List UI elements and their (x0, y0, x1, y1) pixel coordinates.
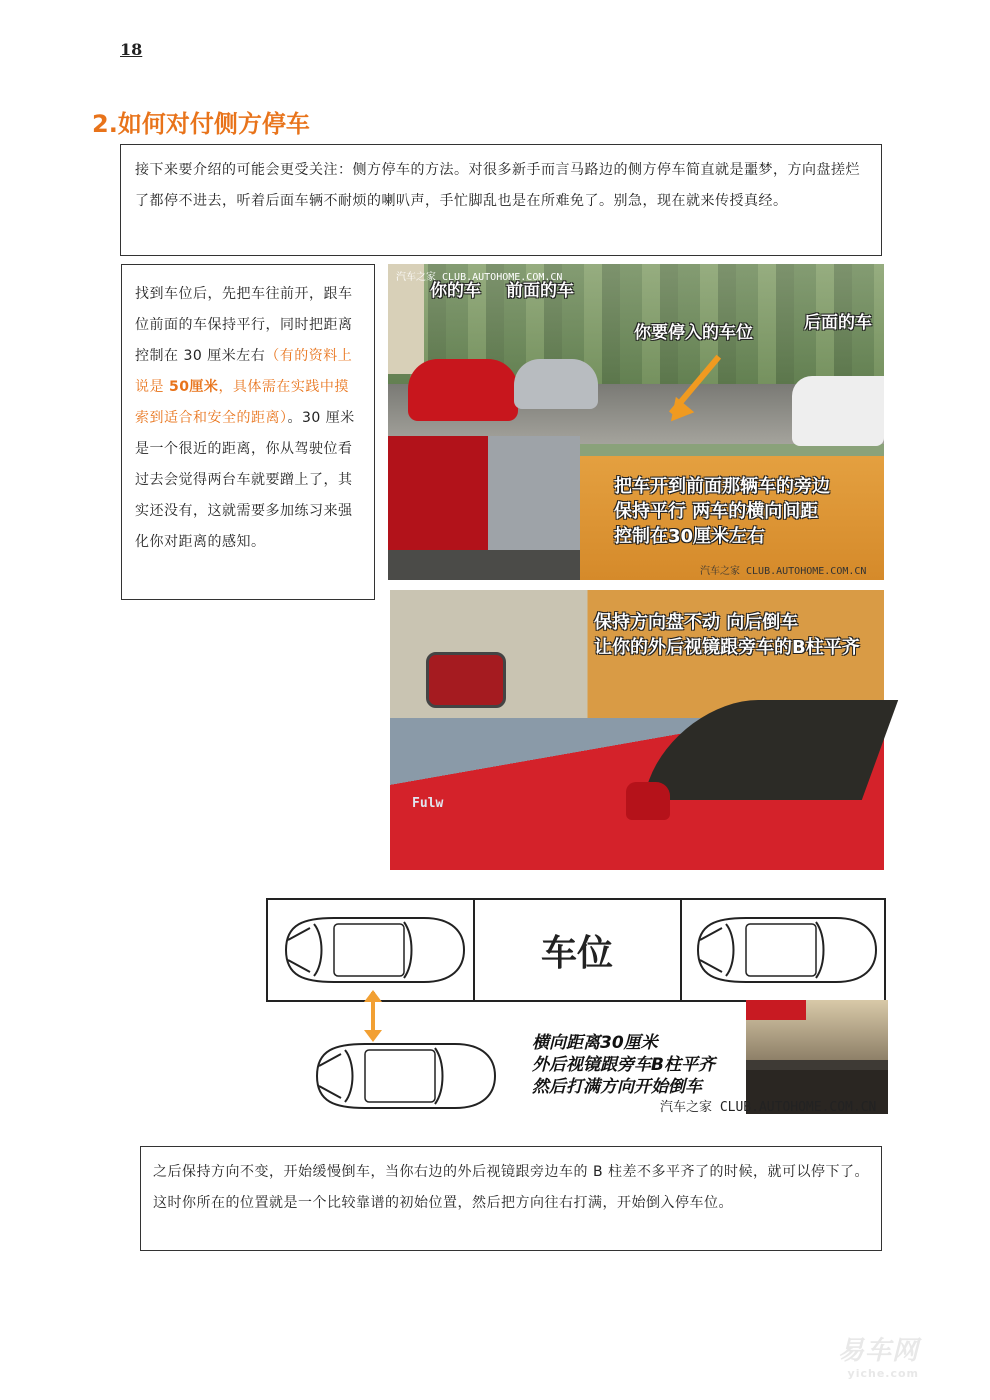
instruction-text-box (121, 264, 375, 600)
close-up-gap-image (388, 436, 580, 580)
label-target-spot: 你要停入的车位 (634, 323, 753, 343)
intro-text-box (120, 144, 882, 256)
instruction-note-bold: 50厘米 (168, 379, 219, 395)
intro-text: 接下来要介绍的可能会更受关注：侧方停车的方法。对很多新手而言马路边的侧方停车简直就是噩梦，方向盘搓烂了都停不进去，听着后面车辆不耐烦的喇叭声，手忙脚乱也是在所难免了。别急，现在就来传授真经。 (135, 162, 860, 209)
rear-car-image (792, 376, 884, 446)
diagram-caption-line-2: 外后视镜跟旁车B柱平齐 (532, 1055, 715, 1075)
front-car-topview-icon (274, 910, 468, 990)
rear-car-topview-icon (686, 910, 880, 990)
instruction-note-pre: （有的资料上说是 (135, 348, 353, 395)
parking-diagram (266, 898, 886, 1002)
diagram-caption-line-1: 横向距离30厘米 (532, 1033, 658, 1053)
car-roof-edge (746, 1000, 806, 1020)
label-rear-car: 后面的车 (804, 313, 872, 333)
instruction-text-start: 找到车位后，先把车往前开，跟车位前面的车保持平行，同时把距离控制在 30 厘米左右 (135, 286, 353, 364)
label-front-car: 前面的车 (506, 281, 574, 301)
your-car-image (408, 359, 518, 421)
photo1-watermark-bottom: 汽车之家 CLUB.AUTOHOME.COM.CN (700, 566, 867, 577)
caption-panel (580, 456, 884, 580)
photo2-caption-line-1: 保持方向盘不动 向后倒车 (594, 612, 799, 633)
conclusion-text: 之后保持方向不变，开始缓慢倒车，当你右边的外后视镜跟旁边车的 B 柱差不多平齐了的时候，就可以停下了。这时你所在的位置就是一个比较靠谱的初始位置，然后把方向往右打满，开始倒入停车位。 (153, 1164, 870, 1211)
instruction-note-post: ，具体需在实践中摸索到适合和安全的距离） (135, 379, 349, 426)
diagram-caption (532, 1032, 715, 1098)
parking-spot-label: 车位 (540, 932, 613, 974)
diagram-watermark: 汽车之家 CLUB.AUTOHOME.COM.CN (660, 1100, 877, 1115)
caption-line-3: 控制在30厘米左右 (614, 526, 766, 547)
mirror-image (426, 652, 506, 708)
site-logo-text: 易车网 (838, 1336, 920, 1366)
label-your-car: 你的车 (430, 281, 481, 301)
site-logo-url: yiche.com (847, 1367, 920, 1380)
section-title: 2.如何对付侧方停车 (92, 110, 310, 138)
parking-scene-photo (388, 264, 884, 580)
photo1-watermark-top: 汽车之家 CLUB.AUTOHOME.COM.CN (396, 272, 563, 283)
caption-line-1: 把车开到前面那辆车的旁边 (614, 476, 830, 497)
diagram-caption-line-3: 然后打满方向开始倒车 (532, 1077, 702, 1097)
front-car-image (514, 359, 598, 409)
page-number: 18 (120, 40, 143, 59)
close-up-ground (388, 550, 580, 580)
photo2-caption-line-2: 让你的外后视镜跟旁车的B柱平齐 (594, 637, 860, 658)
reversing-photo (390, 590, 884, 870)
caption-line-2: 保持平行 两车的横向间距 (614, 501, 819, 522)
instruction-text-end: 。30 厘米是一个很近的距离，你从驾驶位看过去会觉得两台车就要蹭上了，其实还没有，这就需要多加练习来强化你对距离的感知。 (135, 410, 355, 550)
diagram-divider-right (680, 900, 682, 1000)
side-mirror-image (626, 782, 670, 820)
your-car-topview-icon (304, 1036, 500, 1116)
photo2-watermark: Fulw (412, 796, 444, 811)
site-logo-watermark (838, 1330, 919, 1380)
conclusion-text-box (140, 1146, 882, 1251)
